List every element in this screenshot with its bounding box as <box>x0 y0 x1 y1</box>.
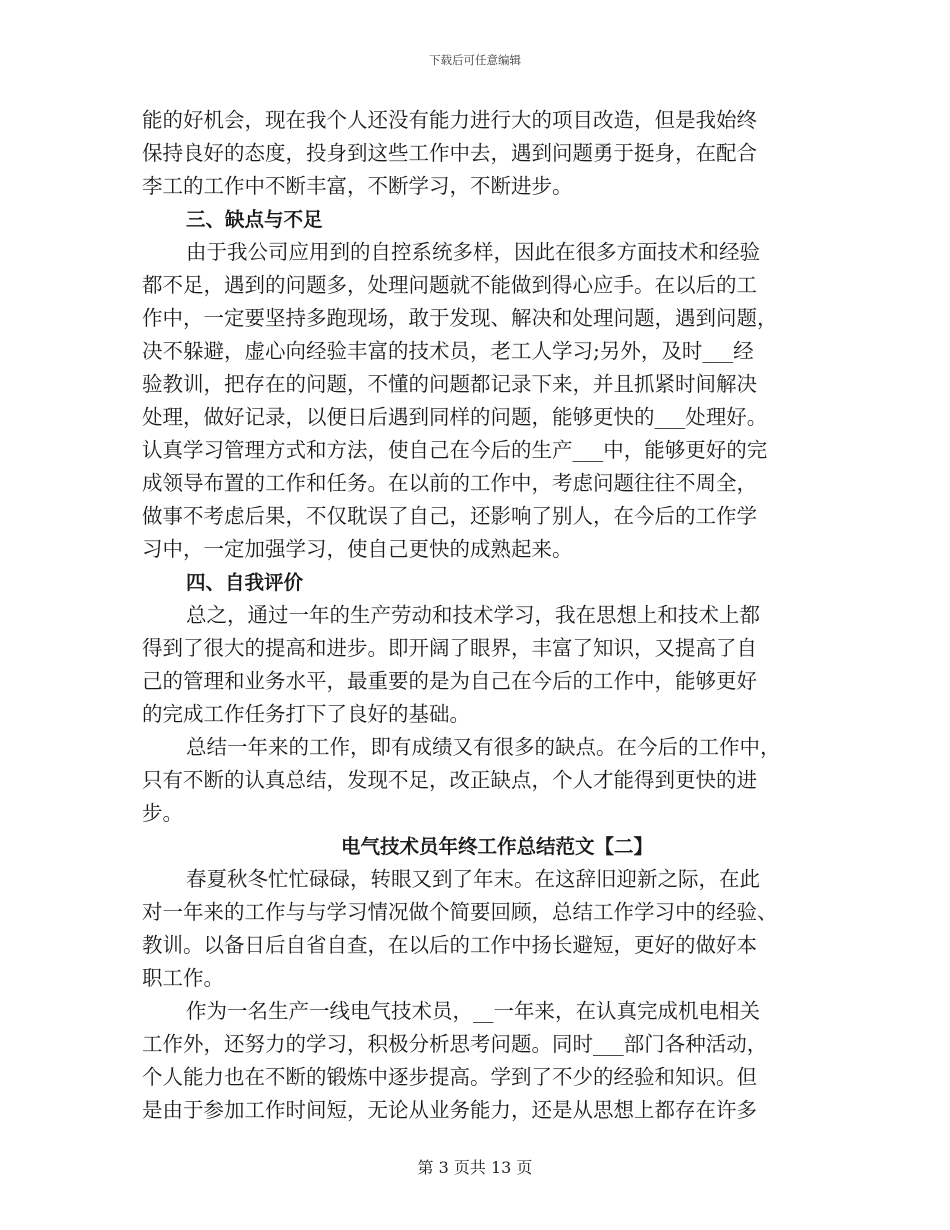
body-line: 保持良好的态度，投身到这些工作中去，遇到问题勇于挺身，在配合 <box>142 141 757 165</box>
paragraph-first-line: 总结一年来的工作，即有成绩又有很多的缺点。在今后的工作中， <box>186 735 781 759</box>
paragraph-first-line: 作为一名生产一线电气技术员，__一年来，在认真完成机电相关 <box>186 999 760 1023</box>
body-line: 对一年来的工作与与学习情况做个简要回顾，总结工作学习中的经验、 <box>142 900 778 924</box>
section-heading: 四、自我评价 <box>186 571 304 594</box>
paragraph-first-line: 由于我公司应用到的自控系统多样，因此在很多方面技术和经验 <box>186 240 760 264</box>
body-line: 只有不断的认真总结，发现不足，改正缺点，个人才能得到更快的进 <box>142 768 757 792</box>
body-line: 做事不考虑后果，不仅耽误了自己，还影响了别人，在今后的工作学 <box>142 504 757 528</box>
body-line: 得到了很大的提高和进步。即开阔了眼界，丰富了知识，又提高了自 <box>142 636 757 660</box>
body-line: 认真学习管理方式和方法，使自己在今后的生产___中，能够更好的完 <box>142 438 768 462</box>
section-heading: 三、缺点与不足 <box>186 208 323 231</box>
body-line: 能的好机会，现在我个人还没有能力进行大的项目改造，但是我始终 <box>142 108 757 132</box>
body-line: 都不足，遇到的问题多，处理问题就不能做到得心应手。在以后的工 <box>142 273 757 297</box>
body-line: 成领导布置的工作和任务。在以前的工作中，考虑问题往往不周全， <box>142 471 757 495</box>
paragraph-first-line: 总之，通过一年的生产劳动和技术学习，我在思想上和技术上都 <box>186 603 760 627</box>
body-line: 教训。以备日后自省自查，在以后的工作中扬长避短，更好的做好本 <box>142 933 757 957</box>
body-line: 的完成工作任务打下了良好的基础。 <box>142 702 470 726</box>
article-title: 电气技术员年终工作总结范文【二】 <box>340 835 653 858</box>
document-body <box>142 104 808 1127</box>
body-line: 步。 <box>142 801 183 825</box>
body-line: 李工的工作中不断丰富，不断学习，不断进步。 <box>142 174 573 198</box>
body-line: 工作外，还努力的学习，积极分析思考问题。同时___部门各种活动， <box>142 1032 768 1056</box>
body-line: 作中，一定要坚持多跑现场，敢于发现、解决和处理问题，遇到问题， <box>142 306 778 330</box>
body-line: 处理，做好记录，以便日后遇到同样的问题，能够更快的___处理好。 <box>142 405 768 429</box>
body-line: 个人能力也在不断的锻炼中逐步提高。学到了不少的经验和知识。但 <box>142 1065 757 1089</box>
body-line: 己的管理和业务水平，最重要的是为自己在今后的工作中，能够更好 <box>142 669 757 693</box>
page-number: 第 3 页共 13 页 <box>417 1158 533 1177</box>
body-line: 习中，一定加强学习，使自己更快的成熟起来。 <box>142 537 573 561</box>
header-note: 下载后可任意编辑 <box>429 53 521 67</box>
body-line: 决不躲避，虚心向经验丰富的技术员，老工人学习;另外，及时___经 <box>142 339 754 363</box>
body-line: 职工作。 <box>142 966 224 990</box>
paragraph-first-line: 春夏秋冬忙忙碌碌，转眼又到了年末。在这辞旧迎新之际，在此 <box>186 867 760 891</box>
body-line: 是由于参加工作时间短，无论从业务能力，还是从思想上都存在许多 <box>142 1098 757 1122</box>
body-line: 验教训，把存在的问题，不懂的问题都记录下来，并且抓紧时间解决 <box>142 372 757 396</box>
